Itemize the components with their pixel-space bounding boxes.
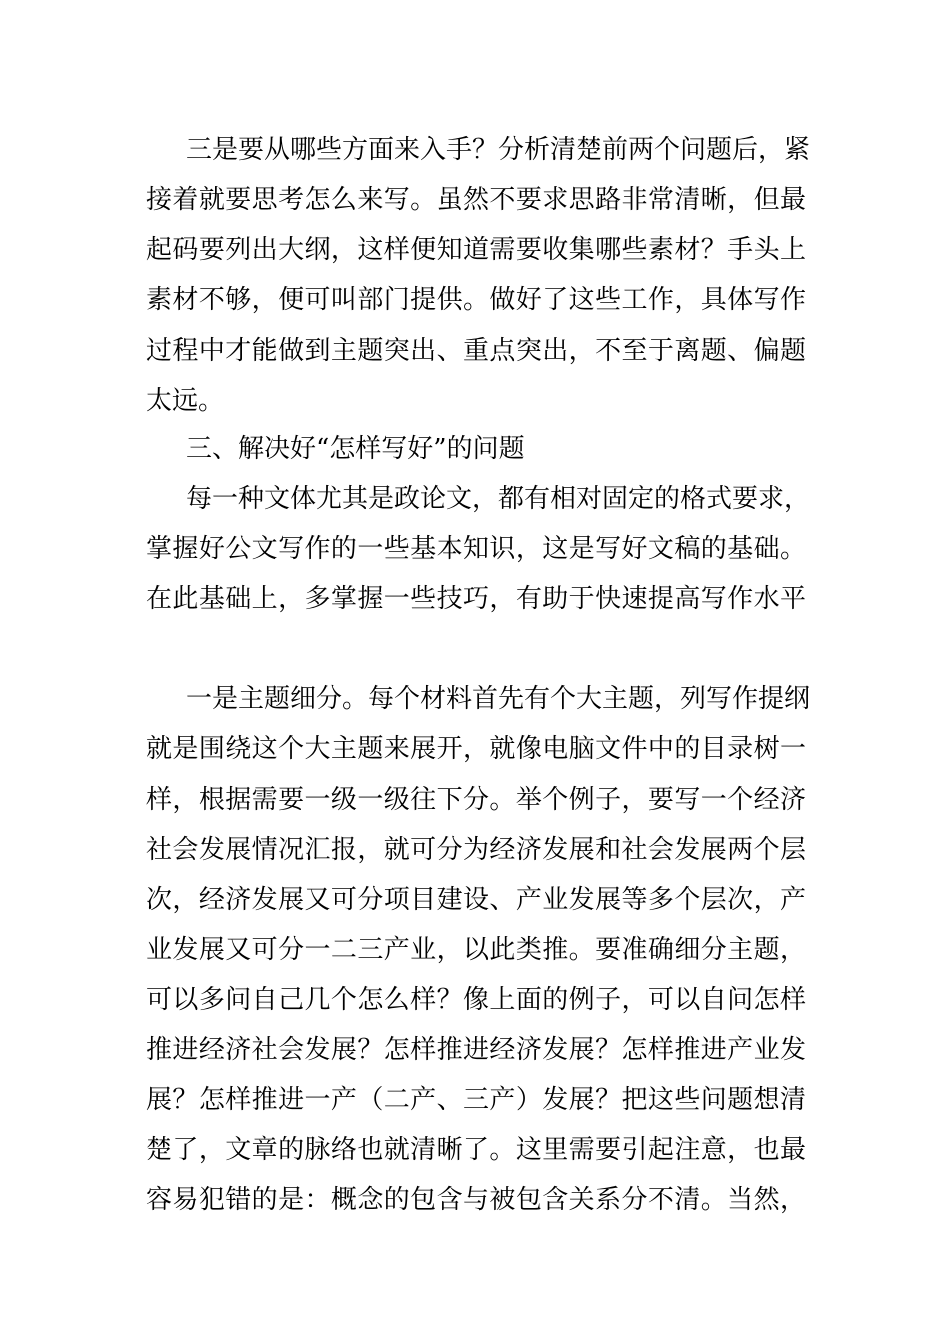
paragraph-3-line-6: 业发展又可分一二三产业，以此类推。要准确细分主题， <box>146 935 806 965</box>
paragraph-3-line-7: 可以多问自己几个怎么样？像上面的例子，可以自问怎样 <box>146 985 806 1015</box>
paragraph-3-line-5: 次，经济发展又可分项目建设、产业发展等多个层次，产 <box>146 885 806 915</box>
paragraph-3-line-11: 容易犯错的是：概念的包含与被包含关系分不清。当然， <box>146 1185 806 1215</box>
paragraph-1-line-5: 过程中才能做到主题突出、重点突出，不至于离题、偏题 <box>146 336 806 366</box>
paragraph-3-line-9: 展？怎样推进一产（二产、三产）发展？把这些问题想清 <box>146 1085 806 1115</box>
paragraph-2-line-1: 每一种文体尤其是政论文，都有相对固定的格式要求， <box>186 484 811 514</box>
paragraph-3-line-10: 楚了，文章的脉络也就清晰了。这里需要引起注意，也最 <box>146 1135 806 1165</box>
paragraph-3-line-1: 一是主题细分。每个材料首先有个大主题，列写作提纲 <box>186 684 811 714</box>
section-heading: 三、解决好“怎样写好”的问题 <box>186 434 525 464</box>
paragraph-3-line-8: 推进经济社会发展？怎样推进经济发展？怎样推进产业发 <box>146 1035 806 1065</box>
paragraph-1-line-4: 素材不够，便可叫部门提供。做好了这些工作，具体写作 <box>146 285 806 315</box>
paragraph-3-line-3: 样，根据需要一级一级往下分。举个例子，要写一个经济 <box>146 785 806 815</box>
paragraph-1-line-1: 三是要从哪些方面来入手？分析清楚前两个问题后，紧 <box>186 135 811 165</box>
paragraph-1-line-3: 起码要列出大纲，这样便知道需要收集哪些素材？手头上 <box>146 235 806 265</box>
paragraph-1-line-6: 太远。 <box>146 386 225 416</box>
paragraph-3-line-2: 就是围绕这个大主题来展开，就像电脑文件中的目录树一 <box>146 734 806 764</box>
paragraph-3-line-4: 社会发展情况汇报，就可分为经济发展和社会发展两个层 <box>146 835 806 865</box>
paragraph-2-line-3: 在此基础上，多掌握一些技巧，有助于快速提高写作水平 <box>146 584 806 614</box>
paragraph-2-line-2: 掌握好公文写作的一些基本知识，这是写好文稿的基础。 <box>146 534 806 564</box>
paragraph-1-line-2: 接着就要思考怎么来写。虽然不要求思路非常清晰，但最 <box>146 185 806 215</box>
